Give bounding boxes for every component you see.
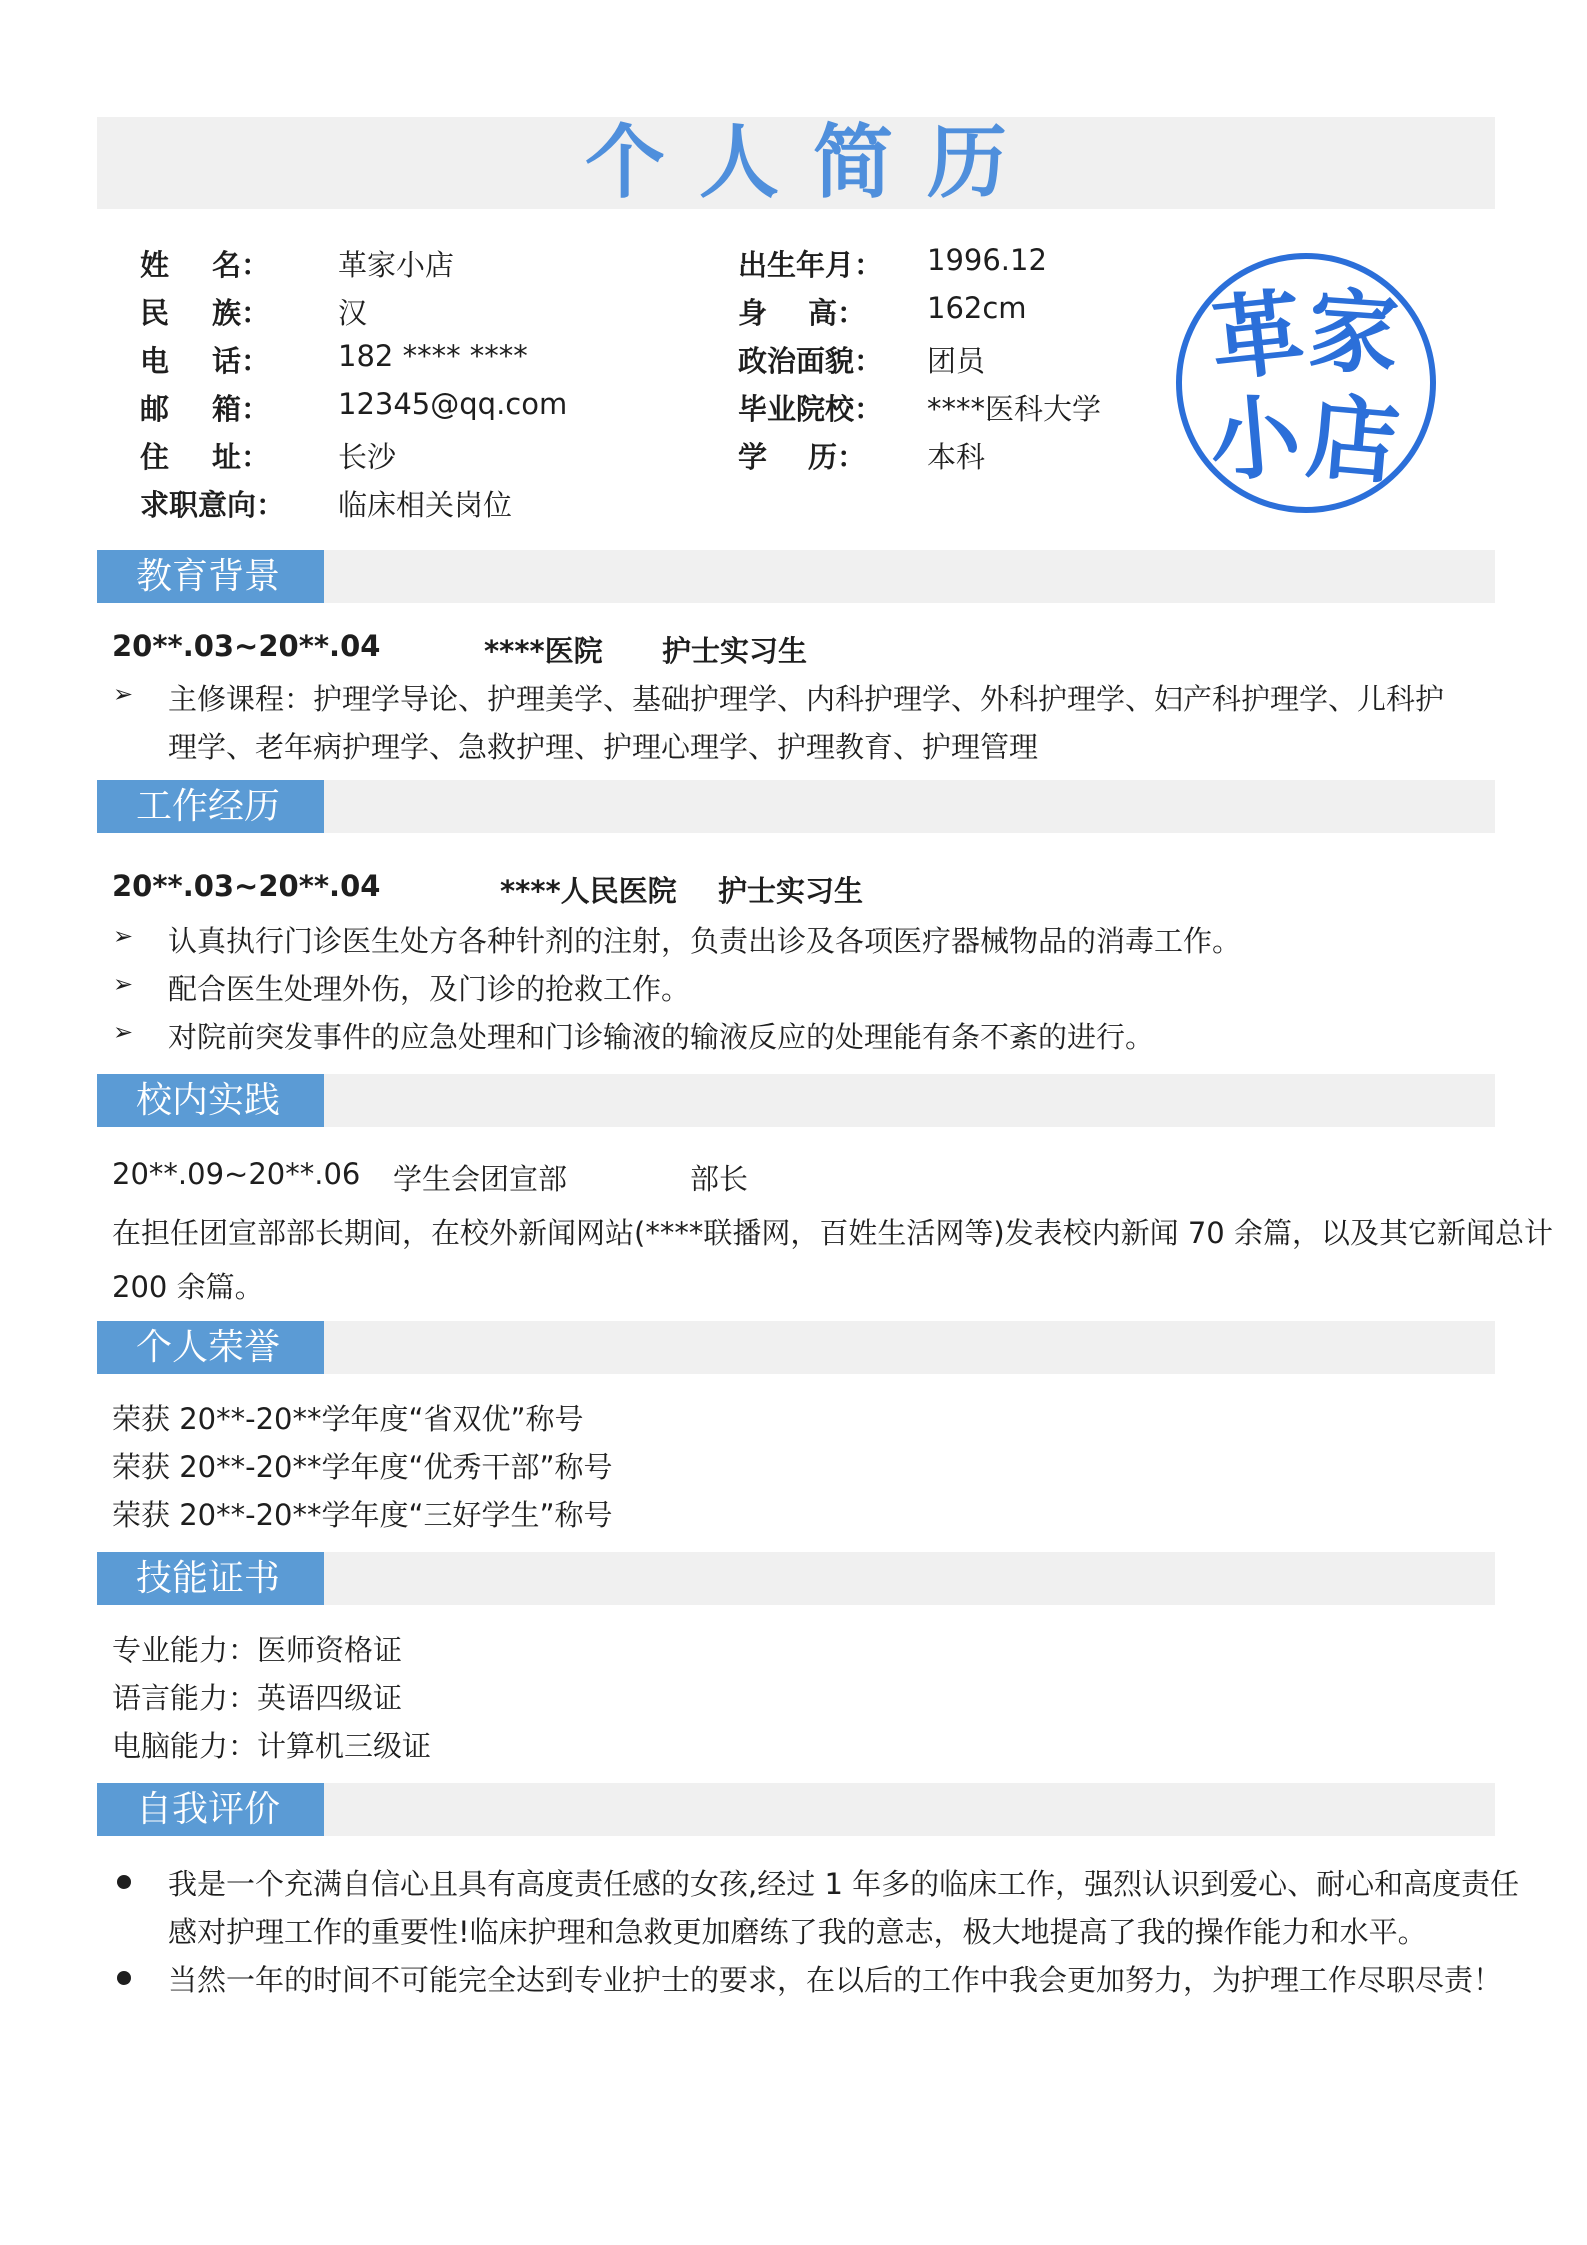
education-role: 护士实习生 bbox=[662, 634, 808, 668]
self-eval-p2: 当然一年的时间不可能完全达到专业护士的要求，在以后的工作中我会更加努力，为护理工作尽职尽责！ bbox=[168, 1963, 1503, 1997]
ethnicity-value: 汉 bbox=[338, 296, 368, 330]
campus-desc-line2: 200 余篇。 bbox=[112, 1270, 264, 1304]
work-org: ****人民医院 bbox=[500, 874, 677, 908]
campus-role: 部长 bbox=[690, 1162, 749, 1196]
email-value: 12345@qq.com bbox=[338, 387, 568, 421]
job-intent-label: 求职意向： bbox=[140, 488, 286, 522]
work-bullet-3: 对院前突发事件的应急处理和门诊输液的输液反应的处理能有条不紊的进行。 bbox=[168, 1020, 1155, 1054]
self-eval-p1-line2: 感对护理工作的重要性!临床护理和急救更加磨练了我的意志，极大地提高了我的操作能力和水平。 bbox=[168, 1915, 1427, 1949]
school-label: 毕业院校： bbox=[738, 392, 884, 426]
name-value: 革家小店 bbox=[338, 248, 455, 282]
self-eval-p1-line1: 我是一个充满自信心且具有高度责任感的女孩,经过 1 年多的临床工作，强烈认识到爱心、耐心和高度责任 bbox=[168, 1867, 1520, 1901]
address-value: 长沙 bbox=[338, 440, 397, 474]
stamp-char-2: 家 bbox=[1304, 278, 1403, 390]
degree-label: 学 历： bbox=[738, 440, 866, 474]
phone-label: 电 话： bbox=[140, 344, 270, 378]
work-heading: 工作经历 bbox=[97, 780, 324, 833]
politics-label: 政治面貌： bbox=[738, 344, 884, 378]
address-label: 住 址： bbox=[140, 440, 270, 474]
work-bullet-1: 认真执行门诊医生处方各种针剂的注射，负责出诊及各项医疗器械物品的消毒工作。 bbox=[168, 924, 1242, 958]
page-title: 个人简历 bbox=[585, 116, 1041, 209]
campus-heading: 校内实践 bbox=[97, 1074, 324, 1127]
education-courses-line1: 主修课程：护理学导论、护理美学、基础护理学、内科护理学、外科护理学、妇产科护理学、儿科护 bbox=[168, 682, 1445, 716]
job-intent-value: 临床相关岗位 bbox=[338, 488, 513, 522]
self-eval-heading: 自我评价 bbox=[97, 1783, 324, 1836]
education-courses-line2: 理学、老年病护理学、急救护理、护理心理学、护理教育、护理管理 bbox=[168, 730, 1039, 764]
phone-value: 182 **** **** bbox=[338, 339, 528, 373]
school-value: ****医科大学 bbox=[927, 392, 1102, 426]
arrow-bullet-icon: ➢ bbox=[113, 1018, 134, 1046]
honor-item-2: 荣获 20**-20**学年度“优秀干部”称号 bbox=[112, 1450, 613, 1484]
name-label: 姓 名： bbox=[140, 248, 270, 282]
birth-label: 出生年月： bbox=[738, 248, 884, 282]
education-period: 20**.03~20**.04 bbox=[112, 629, 381, 663]
honors-heading: 个人荣誉 bbox=[97, 1321, 324, 1374]
birth-value: 1996.12 bbox=[927, 243, 1047, 277]
stamp-char-3: 小 bbox=[1205, 383, 1305, 496]
politics-value: 团员 bbox=[927, 344, 986, 378]
arrow-bullet-icon: ➢ bbox=[113, 922, 134, 950]
height-value: 162cm bbox=[927, 291, 1027, 325]
arrow-bullet-icon: ➢ bbox=[113, 680, 134, 708]
degree-value: 本科 bbox=[927, 440, 986, 474]
education-org: ****医院 bbox=[484, 634, 603, 668]
campus-org: 学生会团宣部 bbox=[393, 1162, 568, 1196]
email-label: 邮 箱： bbox=[140, 392, 270, 426]
bullet-dot-icon bbox=[117, 1971, 131, 1985]
skill-item-1: 专业能力：医师资格证 bbox=[112, 1633, 403, 1667]
height-label: 身 高： bbox=[738, 296, 866, 330]
work-role: 护士实习生 bbox=[718, 874, 864, 908]
stamp-char-4: 店 bbox=[1302, 383, 1404, 498]
campus-desc-line1: 在担任团宣部部长期间，在校外新闻网站(****联播网，百姓生活网等)发表校内新闻 70 余篇，以及其它新闻总计 bbox=[112, 1216, 1553, 1250]
work-period: 20**.03~20**.04 bbox=[112, 869, 381, 903]
skill-item-2: 语言能力：英语四级证 bbox=[112, 1681, 403, 1715]
stamp-char-1: 革 bbox=[1206, 278, 1309, 395]
skills-heading: 技能证书 bbox=[97, 1552, 324, 1605]
skill-item-3: 电脑能力：计算机三级证 bbox=[112, 1729, 432, 1763]
bullet-dot-icon bbox=[117, 1875, 131, 1889]
education-heading: 教育背景 bbox=[97, 550, 324, 603]
honor-item-1: 荣获 20**-20**学年度“省双优”称号 bbox=[112, 1402, 584, 1436]
campus-period: 20**.09~20**.06 bbox=[112, 1157, 361, 1191]
ethnicity-label: 民 族： bbox=[140, 296, 270, 330]
work-bullet-2: 配合医生处理外伤，及门诊的抢救工作。 bbox=[168, 972, 691, 1006]
avatar-stamp bbox=[1173, 250, 1439, 516]
arrow-bullet-icon: ➢ bbox=[113, 970, 134, 998]
honor-item-3: 荣获 20**-20**学年度“三好学生”称号 bbox=[112, 1498, 613, 1532]
